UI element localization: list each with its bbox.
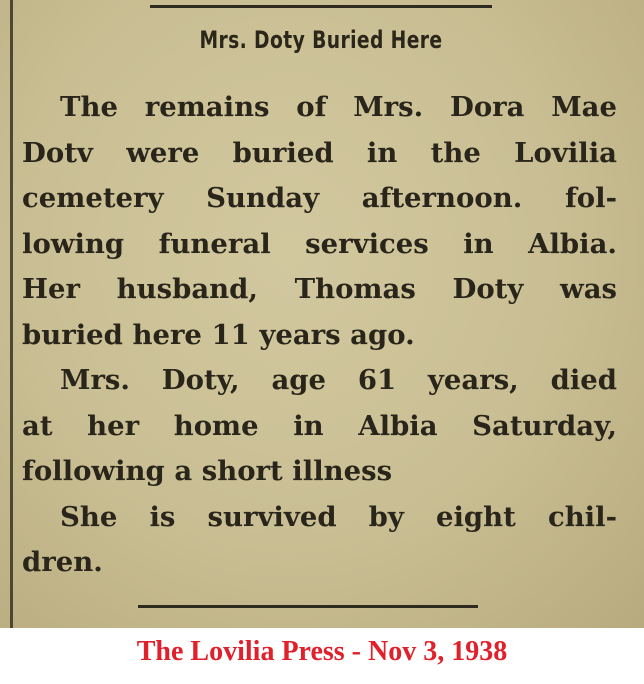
text-line: cemetery Sunday afternoon. fol-	[22, 182, 617, 214]
text-line: buried here 11 years ago.	[22, 318, 415, 351]
text-line: Her husband, Thomas Doty was	[22, 273, 617, 305]
bottom-rule	[138, 605, 478, 608]
text-line: The remains of Mrs. Dora Mae	[60, 91, 617, 123]
text-line: Dotv were buried in the Lovilia	[22, 136, 617, 169]
text-line: She is survived by eight chil-	[60, 500, 617, 533]
text-line: at her home in Albia Saturday,	[22, 409, 617, 442]
paragraph-2	[22, 358, 617, 495]
headline: Mrs. Doty Buried Here	[199, 26, 443, 54]
text-line: following a short illness	[22, 455, 393, 487]
text-line: dren.	[22, 546, 103, 578]
top-rule	[150, 5, 492, 8]
source-caption: The Lovilia Press - Nov 3, 1938	[136, 636, 508, 667]
text-line: Mrs. Doty, age 61 years, died	[60, 364, 617, 396]
paragraph-3	[22, 495, 617, 586]
column-border	[10, 0, 13, 628]
text-line: lowing funeral services in Albia.	[22, 227, 617, 260]
article-body	[22, 85, 617, 586]
paragraph-1	[22, 85, 617, 358]
